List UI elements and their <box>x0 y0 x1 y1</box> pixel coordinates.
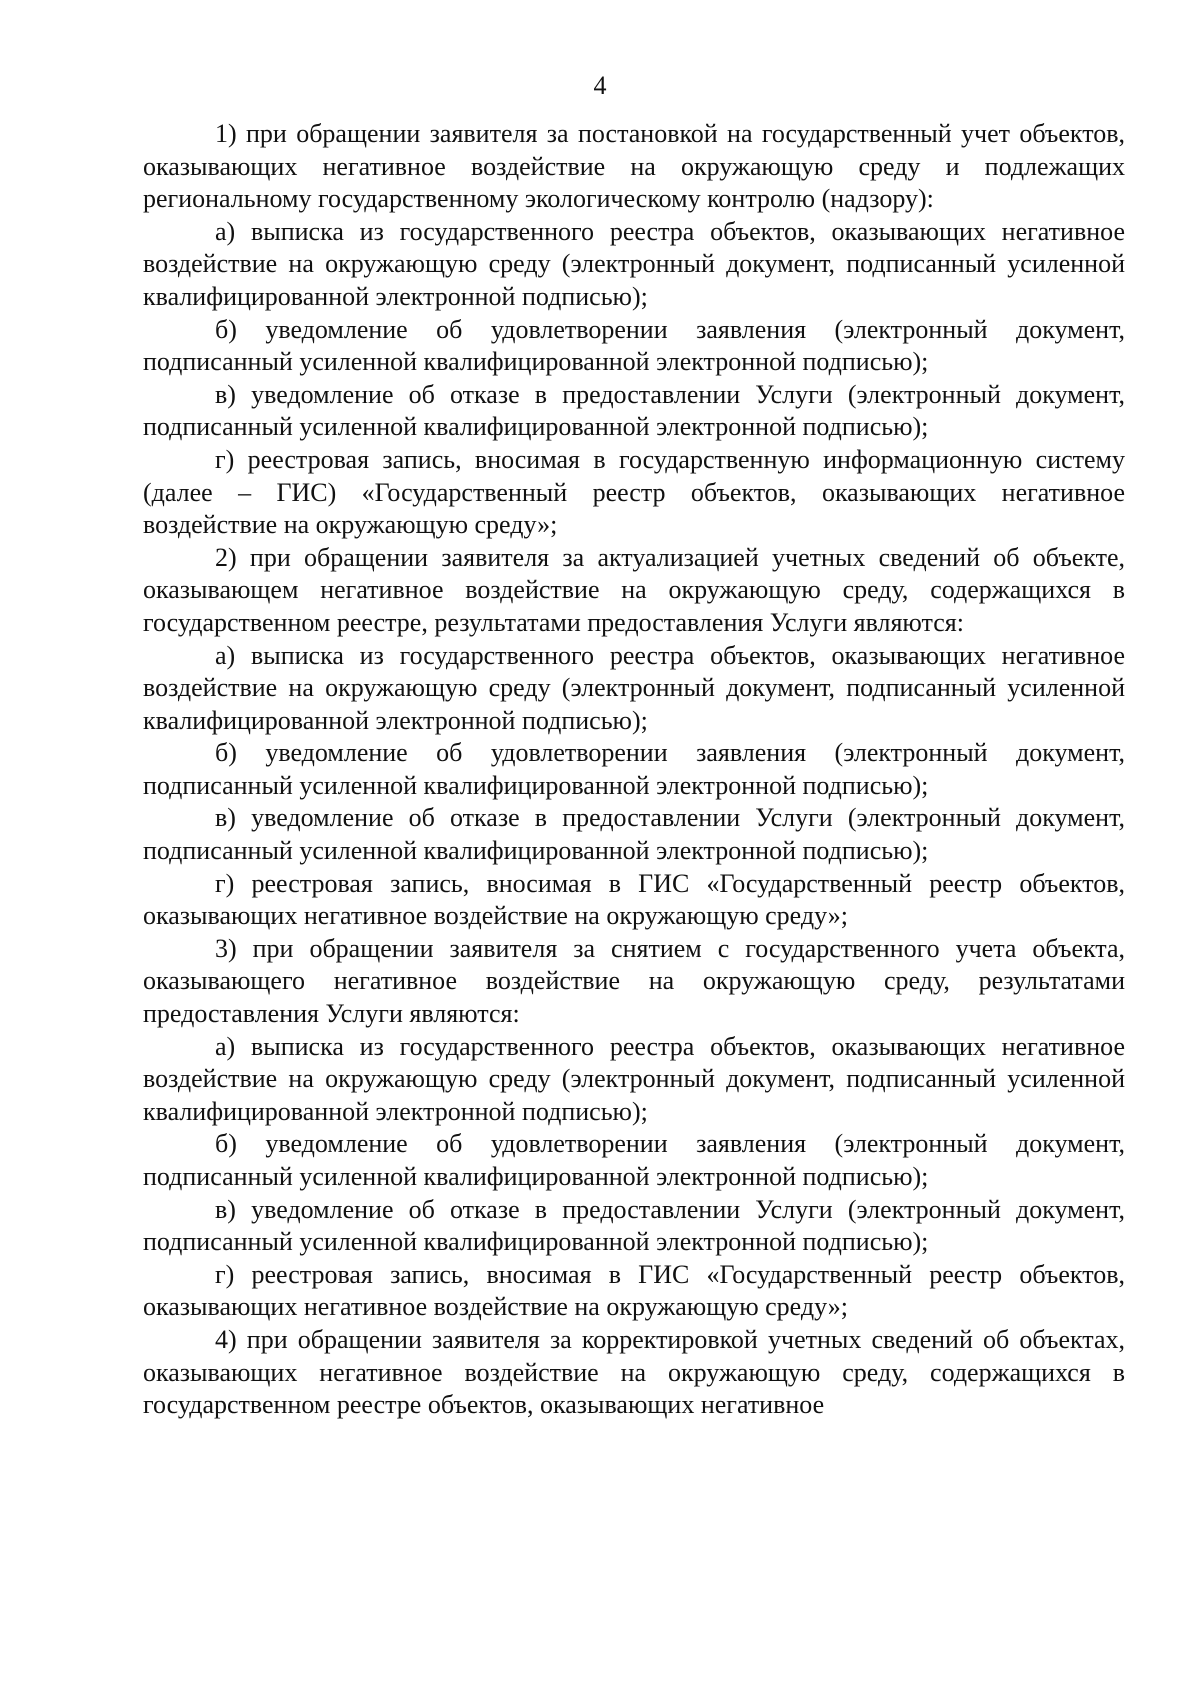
page-number: 4 <box>593 71 607 100</box>
paragraph-item-2g: г) реестровая запись, вносимая в ГИС «Государственный реестр объектов, оказывающих негативное воздействие на окружающую среду»; <box>143 868 1125 931</box>
paragraph-item-3: 3) при обращении заявителя за снятием с государственного учета объекта, оказывающего негативное воздействие на окружающую среду, результатами предоставления Услуги являются: <box>143 933 1125 1029</box>
paragraph-item-1b: б) уведомление об удовлетворении заявления (электронный документ, подписанный усиленной квалифицированной электронной подписью); <box>143 314 1125 377</box>
paragraph-item-3a: а) выписка из государственного реестра объектов, оказывающих негативное воздействие на окружающую среду (электронный документ, подписанный усиленной квалифицированной электронной подписью); <box>143 1031 1125 1126</box>
paragraph-item-2: 2) при обращении заявителя за актуализацией учетных сведений об объекте, оказывающем негативное воздействие на окружающую среду, содержащихся в государственном реестре, результатами предоставления Услуги являются: <box>143 542 1125 637</box>
paragraph-item-2v: в) уведомление об отказе в предоставлении Услуги (электронный документ, подписанный усиленной квалифицированной электронной подписью); <box>143 803 1125 866</box>
paragraph-item-2b: б) уведомление об удовлетворении заявления (электронный документ, подписанный усиленной квалифицированной электронной подписью); <box>143 738 1125 800</box>
paragraph-item-1a: а) выписка из государственного реестра объектов, оказывающих негативное воздействие на окружающую среду (электронный документ, подписанный усиленной квалифицированной электронной подписью); <box>143 216 1125 311</box>
paragraph-item-2a: а) выписка из государственного реестра объектов, оказывающих негативное воздействие на окружающую среду (электронный документ, подписанный усиленной квалифицированной электронной подписью); <box>143 640 1125 735</box>
paragraph-item-1: 1) при обращении заявителя за постановкой на государственный учет объектов, оказывающих негативное воздействие на окружающую среду и подлежащих региональному государственному экологическому контролю (надзору): <box>143 119 1125 214</box>
paragraph-item-3v: в) уведомление об отказе в предоставлении Услуги (электронный документ, подписанный усиленной квалифицированной электронной подписью); <box>143 1194 1125 1257</box>
paragraph-item-3g: г) реестровая запись, вносимая в ГИС «Государственный реестр объектов, оказывающих негативное воздействие на окружающую среду»; <box>143 1259 1125 1322</box>
paragraph-item-1g: г) реестровая запись, вносимая в государственную информационную систему (далее – ГИС) «Государственный реестр объектов, оказывающих негативное воздействие на окружающую среду»; <box>143 444 1125 540</box>
document-body <box>143 118 1125 1422</box>
paragraph-item-4: 4) при обращении заявителя за корректировкой учетных сведений об объектах, оказывающих негативное воздействие на окружающую среду, содержащихся в государственном реестре объектов, оказывающих негативное <box>143 1324 1125 1420</box>
paragraph-item-3b: б) уведомление об удовлетворении заявления (электронный документ, подписанный усиленной квалифицированной электронной подписью); <box>143 1129 1125 1191</box>
paragraph-item-1v: в) уведомление об отказе в предоставлении Услуги (электронный документ, подписанный усиленной квалифицированной электронной подписью); <box>143 379 1125 442</box>
